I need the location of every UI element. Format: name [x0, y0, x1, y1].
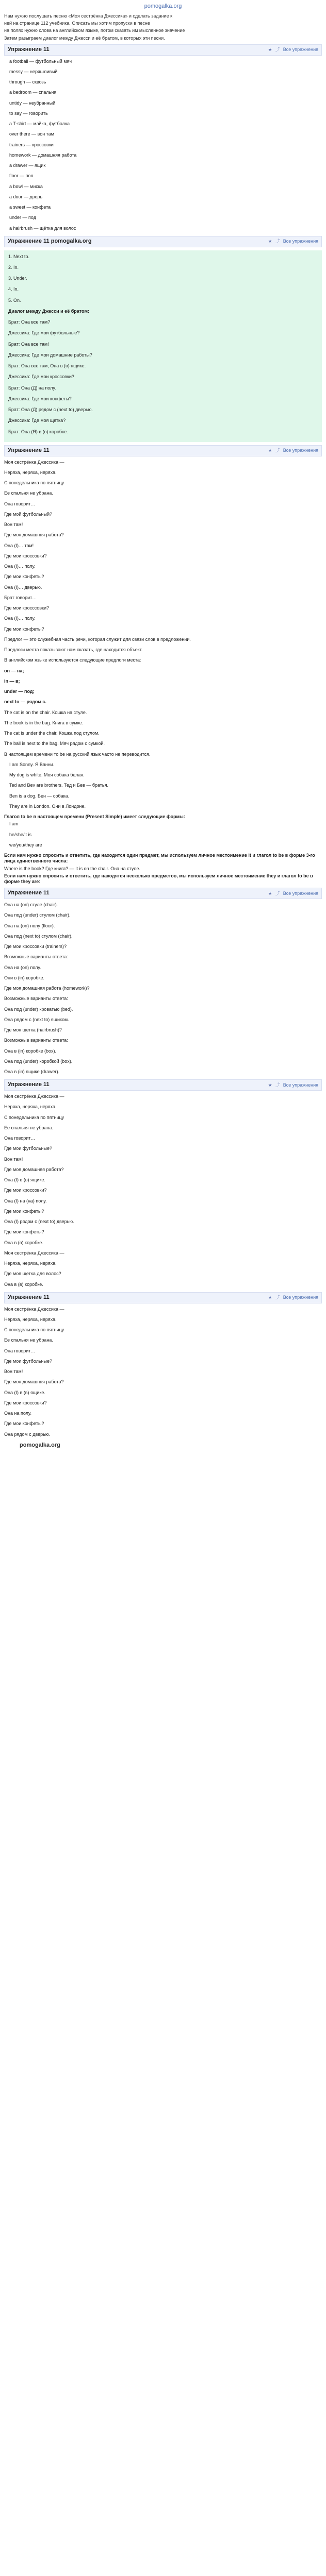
text-line: Где мои кроссовки (trainers)? — [4, 944, 67, 949]
examples-block — [4, 762, 322, 809]
text-line: Вон там! — [4, 522, 23, 527]
song-block — [4, 1094, 322, 1287]
final-block — [4, 1307, 322, 1437]
dialogue-line: Джессика: Где мои домашние работы? — [8, 352, 92, 358]
dialogue-line: Брат: Она все там? — [8, 319, 51, 325]
section-actions — [268, 448, 318, 453]
answer-line: 2. In. — [8, 264, 19, 270]
section-title: Упражнение 11 — [8, 447, 50, 453]
share-icon[interactable]: ⤴ — [275, 890, 280, 896]
section-title: Упражнение 11 pomogalka.org — [8, 238, 92, 244]
text-line: Она (I)… полу. — [4, 564, 36, 569]
text-line: Возможные варианты ответа: — [4, 1038, 68, 1043]
text-line: Возможные варианты ответа: — [4, 954, 68, 960]
section-actions — [268, 891, 318, 896]
list-item: untidy — неубранный — [9, 100, 56, 106]
text-line: Неряха, неряха, неряха. — [4, 1261, 57, 1266]
text-line: next to — рядом с. — [4, 699, 46, 705]
text-line: Она (I) на (на) полу. — [4, 1198, 47, 1204]
text-line: Предлоги места показывают нам сказать, где находится объект. — [4, 647, 143, 652]
text-line: Моя сестрёнка Джессика — — [4, 1306, 64, 1312]
text-line: Она на (on) полу (floor). — [4, 923, 55, 928]
watermark: pomogalka.org — [20, 1442, 60, 1448]
answer-line: 4. In. — [8, 286, 19, 292]
list-item: a door — дверь — [9, 194, 43, 199]
list-item: through — сквозь — [9, 79, 46, 84]
translation-block — [4, 460, 322, 632]
site-header — [4, 3, 322, 10]
list-item: homework — домашняя работа — [9, 152, 77, 158]
dialogue-line: Брат: Она (Д) на полу. — [8, 385, 56, 391]
star-icon[interactable]: ★ — [268, 890, 272, 896]
answer-line: 3. Under. — [8, 276, 27, 281]
text-line: Она под (under) кроватью (bed). — [4, 1006, 73, 1012]
section-bar — [4, 888, 322, 899]
text-line: we/you/they are — [9, 842, 42, 848]
text-line: Предлог — это служебная часть речи, которая служит для связи слов в предложении. — [4, 636, 191, 642]
dialogue-line: Брат: Она (Д) рядом с (next to) дверью. — [8, 407, 93, 412]
text-line: Она под (under) коробкой (box). — [4, 1058, 73, 1064]
text-line: Она рядом с (next to) ящиком. — [4, 1016, 69, 1022]
text-line: Она (I) в (в) ящике. — [4, 1389, 45, 1395]
text-line: Она в (в) коробке. — [4, 1240, 43, 1245]
star-icon[interactable]: ★ — [268, 448, 272, 453]
dialogue-line: Брат: Она все там! — [8, 341, 49, 347]
text-line: Возможные варианты ответа: — [4, 996, 68, 1002]
text-line: Где мои конфеты? — [4, 626, 44, 632]
all-exercises-link[interactable]: Все упражнения — [283, 1295, 318, 1300]
text-line: Она на полу. — [4, 1411, 31, 1416]
text-line: Вон там! — [4, 1369, 23, 1374]
text-line: Где мои кросссовки? — [4, 605, 50, 611]
share-icon[interactable]: ⤴ — [275, 1295, 280, 1300]
text-line: Где моя домашняя работа (homework)? — [4, 986, 90, 991]
text-line: They are in London. Они в Лондоне. — [9, 803, 86, 809]
text-line: Где моя домашняя работа? — [4, 532, 64, 538]
intro-line: ней на странице 112 учебника. Описать мы хотим пропуски в песне — [4, 21, 150, 26]
list-item: a T-shirt — майка, футболка — [9, 121, 70, 126]
text-line: Она (I) в (в) ящике. — [4, 1177, 45, 1182]
list-item: floor — пол — [9, 173, 34, 179]
text-line: Моя сестрёнка Джессика — — [4, 1094, 64, 1099]
star-icon[interactable]: ★ — [268, 1082, 272, 1088]
text-line: Моя сестрёнка Джессика — — [4, 1250, 64, 1256]
exercise2-block — [4, 902, 322, 1075]
text-line: Она (I) рядом с (next to) дверью. — [4, 1219, 74, 1224]
example-text: Where is the book? Где книга? — It is on the chair. Она на стуле. — [4, 866, 140, 871]
text-line: Она (I)… там! — [4, 543, 34, 548]
answer-line: 5. On. — [8, 297, 21, 303]
rule-text: Если нам нужно спросить и ответить, где находится один предмет, мы используем личное местоимение it и глагол to be в форме 3-го лица единственного числа: — [4, 853, 315, 864]
list-item: a bowl — миска — [9, 183, 43, 189]
text-line: Она (I)… дверью. — [4, 584, 42, 590]
text-line: in — в; — [4, 678, 20, 684]
all-exercises-link[interactable]: Все упражнения — [283, 239, 318, 244]
text-line: The ball is next to the bag. Мяч рядом с сумкой. — [4, 741, 105, 747]
dialogue-line: Джессика: Где мои конфеты? — [8, 396, 72, 401]
section-actions — [268, 47, 318, 53]
share-icon[interactable]: ⤴ — [275, 239, 280, 244]
star-icon[interactable]: ★ — [268, 239, 272, 244]
text-line: Она на (on) полу. — [4, 964, 41, 970]
answer-block — [4, 250, 322, 442]
text-line: Она в (in) ящике (drawer). — [4, 1069, 60, 1074]
text-line: The book is in the bag. Книга в сумке. — [4, 720, 84, 725]
text-line: I am — [9, 821, 19, 827]
text-line: Где мои кроссовки? — [4, 1188, 47, 1193]
section-title: Упражнение 11 — [8, 1081, 50, 1088]
site-title[interactable]: pomogalka.org — [144, 3, 182, 9]
text-line: Где мой футбольный? — [4, 511, 53, 517]
section-title: Упражнение 11 — [8, 46, 50, 53]
share-icon[interactable]: ⤴ — [275, 1082, 280, 1088]
text-line: Моя сестрёнка Джессика — — [4, 459, 64, 465]
share-icon[interactable]: ⤴ — [275, 448, 280, 453]
text-line: I am Sonny. Я Ванни. — [9, 761, 55, 767]
text-line: Брат говорит… — [4, 595, 37, 600]
text-line: Где мои футбольные? — [4, 1146, 53, 1151]
text-line: Ее спальня не убрана. — [4, 490, 53, 496]
share-icon[interactable]: ⤴ — [275, 47, 280, 52]
text-line: Ted and Bev are brothers. Тед и Бев — братья. — [9, 783, 108, 788]
text-line: Где моя щетка для волос? — [4, 1271, 61, 1277]
all-exercises-link[interactable]: Все упражнения — [283, 47, 318, 52]
list-item: messy — неряшливый — [9, 69, 58, 74]
text-line: The cat is on the chair. Кошка на стуле. — [4, 709, 87, 715]
answer-line: 1. Next to. — [8, 253, 30, 259]
list-item: to say — говорить — [9, 110, 48, 116]
dialogue-line: Джессика: Где мои кроссовки? — [8, 374, 74, 380]
grammar-block — [4, 637, 322, 757]
all-exercises-link[interactable]: Все упражнения — [283, 448, 318, 453]
text-line: Она (I)… полу. — [4, 616, 36, 621]
section-bar — [4, 1079, 322, 1091]
forms-block — [4, 821, 322, 848]
section-actions — [268, 1082, 318, 1088]
list-item: a hairbrush — щётка для волос — [9, 225, 76, 231]
text-line: С понедельника по пятницу — [4, 1114, 64, 1120]
text-line: Она говорит… — [4, 501, 36, 506]
star-icon[interactable]: ★ — [268, 47, 272, 52]
dialogue-line: Брат: Она все там, Она в (в) ящике. — [8, 363, 86, 368]
dialogue-line: Джессика: Где мои футбольные? — [8, 330, 80, 336]
text-line: Неряха, неряха, неряха. — [4, 1104, 57, 1110]
list-item: a drawer — ящик — [9, 163, 46, 168]
all-exercises-link[interactable]: Все упражнения — [283, 1082, 318, 1088]
text-line: Она говорит… — [4, 1136, 36, 1141]
star-icon[interactable]: ★ — [268, 1295, 272, 1300]
text-line: В настоящем времени то be на русский язык часто не переводится. — [4, 751, 151, 757]
text-line: Она в (в) коробке. — [4, 1281, 43, 1287]
text-line: Она говорит… — [4, 1348, 36, 1353]
rule-text: Если нам нужно спросить и ответить, где находятся несколько предметов, мы используем личное местоимение they и глагол to be в форме they are: — [4, 873, 313, 884]
text-line: Она под (next to) стулом (chair). — [4, 933, 73, 939]
text-line: Ben is a dog. Бен — собака. — [9, 793, 70, 799]
present-simple-rule: Глагол to be в настоящем времени (Present Simple) имеет следующие формы: — [4, 814, 185, 819]
list-item: a football — футбольный мяч — [9, 58, 72, 64]
section-bar — [4, 44, 322, 56]
text-line: Ее спальня не убрана. — [4, 1337, 53, 1343]
dialogue-title: Диалог между Джесси и её братом: — [8, 308, 90, 314]
section-bar — [4, 1292, 322, 1303]
text-line: he/she/it is — [9, 832, 32, 837]
text-line: Где мои конфеты? — [4, 1229, 44, 1235]
intro-line: Затем разыграем диалог между Джесси и её братом, в которых эти песни. — [4, 35, 165, 41]
text-line: Где мои конфеты? — [4, 1208, 44, 1214]
text-line: Она рядом с дверью. — [4, 1431, 51, 1437]
text-line: Где мои кроссовки? — [4, 553, 47, 558]
text-line: С понедельника по пятницу — [4, 1327, 64, 1332]
section-actions — [268, 239, 318, 244]
text-line: В английском языке используются следующие предлоги места: — [4, 657, 141, 663]
intro-line: на полях нужно слова на английском языке, потом сказать им мысленное значение — [4, 28, 185, 33]
list-item: a sweet — конфета — [9, 205, 51, 210]
text-line: on — на; — [4, 668, 24, 673]
text-line: Неряха, неряха, неряха. — [4, 469, 57, 475]
text-line: Где мои конфеты? — [4, 1421, 44, 1427]
list-item: over there — вон там — [9, 131, 54, 137]
text-line: Вон там! — [4, 1156, 23, 1162]
text-line: Где моя домашняя работа? — [4, 1166, 64, 1172]
text-line: Где моя щетка (hairbrush)? — [4, 1027, 62, 1032]
all-exercises-link[interactable]: Все упражнения — [283, 890, 318, 896]
text-line: Где мои конфеты? — [4, 574, 44, 580]
text-line: My dog is white. Моя собака белая. — [9, 772, 85, 777]
intro-line: Нам нужно послушать песню «Моя сестрёнка Джессика» и сделать задание к — [4, 13, 173, 19]
text-line: The cat is under the chair. Кошка под стулом. — [4, 731, 100, 736]
text-line: Она в (in) коробке (box). — [4, 1048, 57, 1054]
list-item: a bedroom — спальня — [9, 90, 57, 95]
dialogue-line: Джессика: Где моя щетка? — [8, 418, 66, 423]
text-line: С понедельника по пятницу — [4, 480, 64, 485]
section-title: Упражнение 11 — [8, 890, 50, 896]
text-line: Где мои футбольные? — [4, 1358, 53, 1364]
text-line: Неряха, неряха, неряха. — [4, 1316, 57, 1322]
section-title: Упражнение 11 — [8, 1294, 50, 1300]
section-bar — [4, 445, 322, 456]
text-line: under — под; — [4, 689, 35, 694]
list-item: under — под — [9, 215, 36, 221]
section-actions — [268, 1295, 318, 1300]
text-line: Ее спальня не убрана. — [4, 1125, 53, 1130]
text-line: Где моя домашняя работа? — [4, 1379, 64, 1385]
list-item: trainers — кроссовки — [9, 142, 54, 147]
watermark-row — [4, 1442, 322, 1449]
text-line: Она под (under) стулом (chair). — [4, 912, 71, 918]
text-line: Они в (in) коробке. — [4, 975, 45, 980]
intro — [4, 13, 322, 41]
vocab-list — [4, 59, 322, 231]
text-line: Она на (on) стуле (chair). — [4, 902, 58, 907]
section-bar — [4, 236, 322, 247]
text-line: Где мои кроссовки? — [4, 1400, 47, 1405]
dialogue-line: Брат: Она (Я) в (в) коробке. — [8, 429, 68, 434]
